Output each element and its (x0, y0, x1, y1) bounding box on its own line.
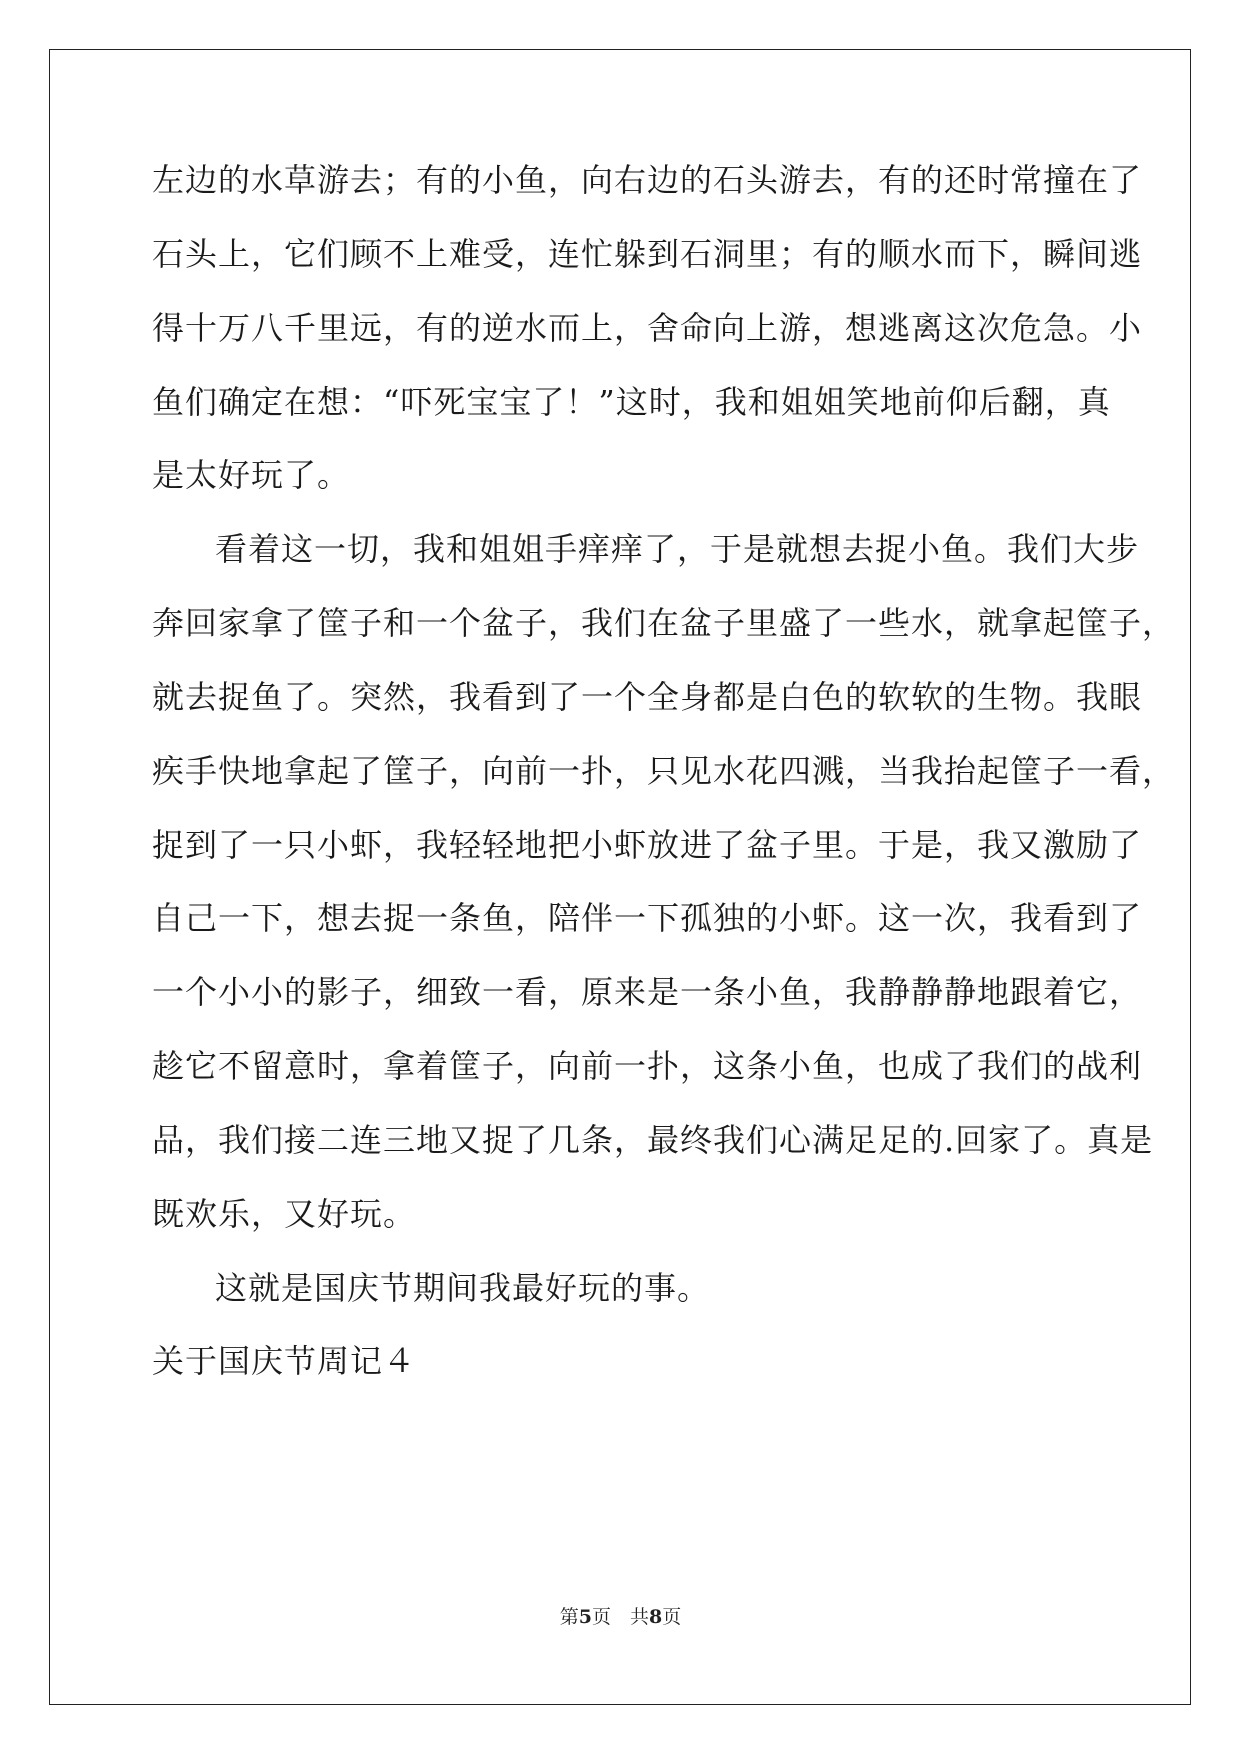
page-footer (0, 1605, 1241, 1629)
footer-suffix: 页 (662, 1606, 682, 1628)
text-line: 自己一下，想去捉一条鱼，陪伴一下孤独的小虾。这一次，我看到了 (152, 899, 1143, 937)
section-heading: 关于国庆节周记４ (152, 1342, 417, 1380)
text-line: 奔回家拿了筐子和一个盆子，我们在盆子里盛了一些水，就拿起筐子， (152, 604, 1176, 642)
page-border (49, 49, 1191, 1705)
current-page-number: 5 (578, 1606, 592, 1628)
text-line: 鱼们确定在想：“吓死宝宝了！”这时，我和姐姐笑地前仰后翻，真 (152, 383, 1111, 421)
text-line: 一个小小的影子，细致一看，原来是一条小鱼，我静静静地跟着它， (152, 973, 1143, 1011)
paragraph-first-line: 看着这一切，我和姐姐手痒痒了，于是就想去捉小鱼。我们大步 (215, 530, 1140, 568)
text-line: 是太好玩了。 (152, 456, 351, 494)
text-line: 石头上，它们顾不上难受，连忙躲到石洞里；有的顺水而下，瞬间逃 (152, 235, 1143, 273)
footer-prefix: 第 (559, 1606, 579, 1628)
paragraph-first-line: 这就是国庆节期间我最好玩的事。 (215, 1269, 711, 1307)
text-line: 左边的水草游去；有的小鱼，向右边的石头游去，有的还时常撞在了 (152, 161, 1143, 199)
text-line: 趁它不留意时，拿着筐子，向前一扑，这条小鱼，也成了我们的战利 (152, 1047, 1143, 1085)
text-line: 既欢乐，又好玩。 (152, 1195, 417, 1233)
text-line: 得十万八千里远，有的逆水而上，舍命向上游，想逃离这次危急。小 (152, 309, 1143, 347)
text-line: 疾手快地拿起了筐子，向前一扑，只见水花四溅，当我抬起筐子一看， (152, 752, 1176, 790)
total-pages-number: 8 (649, 1606, 663, 1628)
footer-mid: 页 共 (591, 1606, 649, 1628)
text-line: 就去捉鱼了。突然，我看到了一个全身都是白色的软软的生物。我眼 (152, 678, 1143, 716)
text-line: 品，我们接二连三地又捉了几条，最终我们心满足足的.回家了。真是 (152, 1121, 1154, 1159)
text-line: 捉到了一只小虾，我轻轻地把小虾放进了盆子里。于是，我又激励了 (152, 826, 1143, 864)
